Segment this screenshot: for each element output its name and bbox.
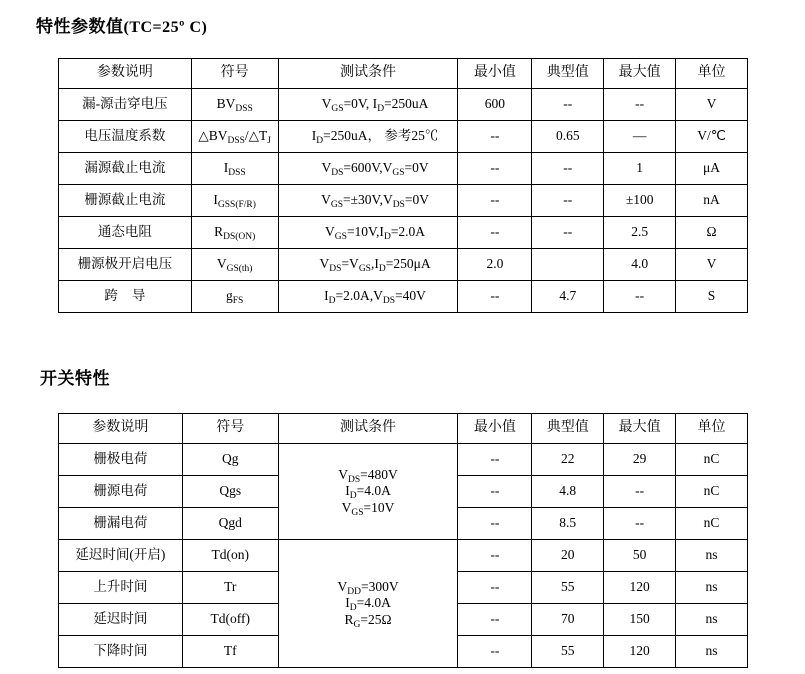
table-row <box>59 281 748 313</box>
cell-min: -- <box>458 185 532 217</box>
table-row <box>59 89 748 121</box>
cell-min: -- <box>458 121 532 153</box>
column-header-max: 最大值 <box>604 59 676 89</box>
cell-param: 漏-源击穿电压 <box>59 89 192 121</box>
table-header-row <box>59 414 748 444</box>
cell-condition: $V_{DS}=V_{GS},I_D=250\mu A$ <box>278 249 458 281</box>
cell-symbol: Qgs <box>182 476 278 508</box>
cell-min: -- <box>458 153 532 185</box>
cell-condition: $V_{GS}=0V$, $I_D=250uA$ <box>278 89 458 121</box>
characteristics-table <box>58 58 748 313</box>
cell-typ: -- <box>532 185 604 217</box>
cell-max: -- <box>604 476 676 508</box>
cell-condition: $I_D=2.0A,V_{DS}=40V$ <box>278 281 458 313</box>
cell-unit: ns <box>676 636 748 668</box>
column-header-unit: 单位 <box>676 414 748 444</box>
cell-symbol: $R_{DS(ON)}$ <box>191 217 278 249</box>
column-header-min: 最小值 <box>458 59 532 89</box>
cell-symbol: $BV_{DSS}$ <box>191 89 278 121</box>
cell-typ <box>532 249 604 281</box>
table-row <box>59 185 748 217</box>
cell-symbol: Td(off) <box>182 604 278 636</box>
cell-unit: S <box>676 281 748 313</box>
cell-min: -- <box>458 217 532 249</box>
column-header-typ: 典型值 <box>532 59 604 89</box>
cell-param: 延迟时间(开启) <box>59 540 183 572</box>
cell-param: 电压温度系数 <box>59 121 192 153</box>
column-header-symbol: 符号 <box>191 59 278 89</box>
cell-param: 下降时间 <box>59 636 183 668</box>
column-header-param: 参数说明 <box>59 59 192 89</box>
cell-unit: nC <box>676 476 748 508</box>
cell-min: -- <box>458 604 532 636</box>
cell-unit: Ω <box>676 217 748 249</box>
cell-min: -- <box>458 572 532 604</box>
page-title-characteristics <box>36 12 207 37</box>
cell-max: 50 <box>604 540 676 572</box>
cell-condition-merged: $V_{DS}=480V$ $I_D=4.0A$ $V_{GS}=10V$ <box>278 444 458 540</box>
cell-unit: ns <box>676 604 748 636</box>
cell-condition-merged: $V_{DD}=300V$ $I_D=4.0A$ $R_G=25\Omega$ <box>278 540 458 668</box>
cell-typ: -- <box>532 217 604 249</box>
cell-symbol: $I_{DSS}$ <box>191 153 278 185</box>
cell-unit: ns <box>676 572 748 604</box>
cell-max: 2.5 <box>604 217 676 249</box>
table-header-row <box>59 59 748 89</box>
cell-symbol: Qgd <box>182 508 278 540</box>
cell-param: 栅源截止电流 <box>59 185 192 217</box>
cell-max: 120 <box>604 636 676 668</box>
cell-min: -- <box>458 540 532 572</box>
table-row <box>59 217 748 249</box>
cell-unit: V <box>676 89 748 121</box>
column-header-param: 参数说明 <box>59 414 183 444</box>
cell-min: 600 <box>458 89 532 121</box>
switching-characteristics-table <box>58 413 748 668</box>
cell-unit: nC <box>676 444 748 476</box>
table-row <box>59 540 748 572</box>
cell-min: -- <box>458 636 532 668</box>
cell-unit: nC <box>676 508 748 540</box>
cell-max: -- <box>604 508 676 540</box>
cell-unit: nA <box>676 185 748 217</box>
cell-param: 上升时间 <box>59 572 183 604</box>
cell-symbol: $\triangle BV_{DSS}/\triangle T_J$ <box>191 121 278 153</box>
column-header-typ: 典型值 <box>532 414 604 444</box>
cell-symbol: $g_{FS}$ <box>191 281 278 313</box>
cell-symbol: Td(on) <box>182 540 278 572</box>
cell-param: 栅源极开启电压 <box>59 249 192 281</box>
cell-typ: 4.8 <box>532 476 604 508</box>
column-header-condition: 测试条件 <box>278 59 458 89</box>
cell-max: ±100 <box>604 185 676 217</box>
cell-typ: -- <box>532 89 604 121</box>
cell-typ: -- <box>532 153 604 185</box>
cell-param: 漏源截止电流 <box>59 153 192 185</box>
column-header-condition: 测试条件 <box>278 414 458 444</box>
section1-title-suffix: (TC=25º C) <box>123 19 208 36</box>
cell-param: 栅源电荷 <box>59 476 183 508</box>
cell-unit: μA <box>676 153 748 185</box>
table-row <box>59 249 748 281</box>
cell-min: -- <box>458 444 532 476</box>
cell-unit: ns <box>676 540 748 572</box>
cell-condition: $V_{GS}=10V,I_D=2.0A$ <box>278 217 458 249</box>
cell-unit: V/℃ <box>676 121 748 153</box>
cell-max: -- <box>604 281 676 313</box>
cell-typ: 0.65 <box>532 121 604 153</box>
cell-symbol: $V_{GS(th)}$ <box>191 249 278 281</box>
table-row <box>59 444 748 476</box>
cell-typ: 4.7 <box>532 281 604 313</box>
cell-unit: V <box>676 249 748 281</box>
cell-param: 通态电阻 <box>59 217 192 249</box>
cell-symbol: $I_{GSS(F/R)}$ <box>191 185 278 217</box>
cell-max: 1 <box>604 153 676 185</box>
column-header-unit: 单位 <box>676 59 748 89</box>
cell-min: -- <box>458 281 532 313</box>
cell-typ: 20 <box>532 540 604 572</box>
cell-max: — <box>604 121 676 153</box>
column-header-max: 最大值 <box>604 414 676 444</box>
column-header-symbol: 符号 <box>182 414 278 444</box>
cell-param: 栅漏电荷 <box>59 508 183 540</box>
cell-max: -- <box>604 89 676 121</box>
section2-title-text: 开关特性 <box>40 369 110 388</box>
table-row <box>59 153 748 185</box>
cell-param: 延迟时间 <box>59 604 183 636</box>
cell-symbol: Tr <box>182 572 278 604</box>
cell-param: 跨导 <box>59 281 192 313</box>
cell-typ: 70 <box>532 604 604 636</box>
cell-max: 120 <box>604 572 676 604</box>
cell-min: -- <box>458 476 532 508</box>
cell-typ: 8.5 <box>532 508 604 540</box>
cell-param: 栅极电荷 <box>59 444 183 476</box>
cell-condition: $I_D=250uA$， 参考25℃ <box>278 121 458 153</box>
cell-min: -- <box>458 508 532 540</box>
cell-typ: 55 <box>532 572 604 604</box>
cell-max: 4.0 <box>604 249 676 281</box>
column-header-min: 最小值 <box>458 414 532 444</box>
table-row <box>59 121 748 153</box>
page-title-switching <box>40 364 110 389</box>
cell-condition: $V_{DS}=600V,V_{GS}=0V$ <box>278 153 458 185</box>
cell-typ: 55 <box>532 636 604 668</box>
cell-max: 29 <box>604 444 676 476</box>
cell-typ: 22 <box>532 444 604 476</box>
cell-symbol: Qg <box>182 444 278 476</box>
cell-max: 150 <box>604 604 676 636</box>
section1-title-text: 特性参数值 <box>36 17 124 36</box>
cell-min: 2.0 <box>458 249 532 281</box>
cell-condition: $V_{GS}=\pm 30V,V_{DS}=0V$ <box>278 185 458 217</box>
cell-symbol: Tf <box>182 636 278 668</box>
